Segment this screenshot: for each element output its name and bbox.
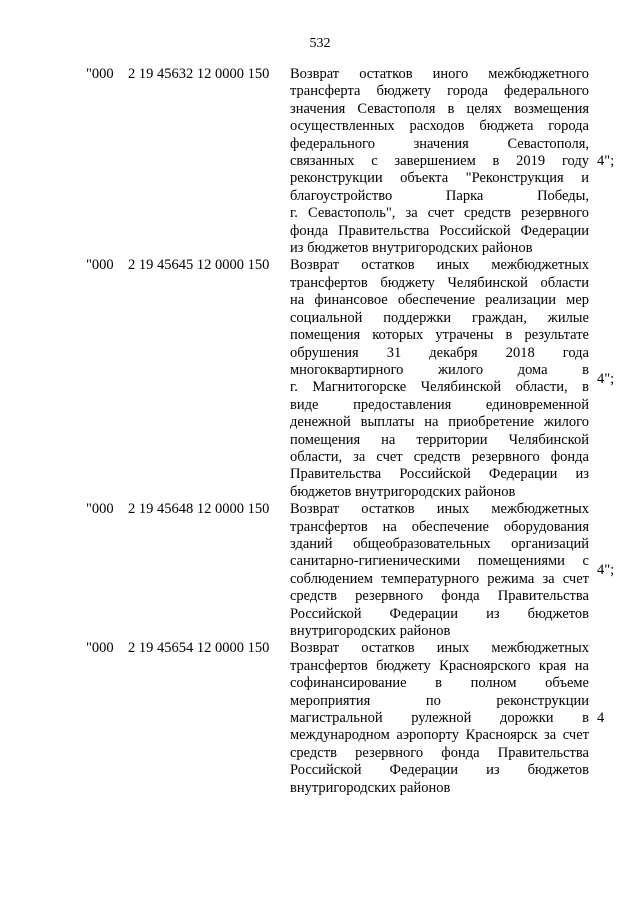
description-line: благоустройство Парка Победы,: [290, 187, 589, 204]
budget-code-cell: [86, 257, 290, 501]
description-line: трансфертов бюджету Красноярского края на: [290, 657, 589, 674]
admin-code: "000: [86, 501, 114, 518]
budget-classification-code: 2 19 45654 12 0000 150: [128, 640, 270, 657]
description-line: фонда Правительства Российской Федерации: [290, 222, 589, 239]
description-line: связанных с завершением в 2019 году: [290, 153, 589, 170]
description-line: из бюджетов внутригородских районов: [290, 240, 533, 257]
budget-classification-code: 2 19 45645 12 0000 150: [128, 257, 270, 274]
description-line: трансферта бюджету города федерального: [290, 83, 589, 100]
description-line: обрушения 31 декабря 2018 года: [290, 344, 589, 361]
description-line: многоквартирного жилого дома в: [290, 361, 589, 378]
table-row: [86, 501, 626, 640]
description-line: г. Магнитогорске Челябинской области, в: [290, 379, 589, 396]
description-line: на финансовое обеспечение реализации мер: [290, 292, 589, 309]
admin-code: "000: [86, 257, 114, 274]
description-line: софинансирование в полном объеме: [290, 675, 589, 692]
description-line: средств резервного фонда Правительства: [290, 744, 589, 761]
description-line: реконструкции объекта "Реконструкция и: [290, 170, 589, 187]
description-line: Возврат остатков иных межбюджетных: [290, 501, 589, 518]
description-line: денежной выплаты на приобретение жилого: [290, 414, 589, 431]
description-line: Возврат остатков иных межбюджетных: [290, 640, 589, 657]
description-line: значения Севастополя в целях возмещения: [290, 100, 589, 117]
budget-code-cell: [86, 640, 290, 797]
description-cell: [290, 66, 589, 257]
description-line: Правительства Российской Федерации из: [290, 466, 589, 483]
description-line: мероприятия по реконструкции: [290, 692, 589, 709]
grouping-flag: 4: [597, 710, 605, 727]
description-line: виде предоставления единовременной: [290, 396, 589, 413]
description-line: соблюдением температурного режима за счет: [290, 570, 589, 587]
grouping-flag-cell: [589, 257, 627, 501]
description-line: Российской Федерации из бюджетов: [290, 762, 589, 779]
grouping-flag-cell: [589, 501, 627, 640]
description-line: помещения которых утрачены в результате: [290, 327, 589, 344]
grouping-flag-cell: [589, 640, 627, 797]
description-line: Возврат остатков иного межбюджетного: [290, 66, 589, 82]
grouping-flag-cell: [589, 66, 627, 257]
budget-classification-code: 2 19 45632 12 0000 150: [128, 66, 270, 82]
description-line: социальной поддержки граждан, жилые: [290, 309, 589, 326]
description-line: внутригородских районов: [290, 623, 451, 639]
budget-classification-code: 2 19 45648 12 0000 150: [128, 501, 270, 518]
budget-code-table: [86, 66, 626, 797]
description-line: магистральной рулежной дорожки в: [290, 710, 589, 727]
description-line: международном аэропорту Красноярск за счет: [290, 727, 589, 744]
description-line: осуществленных расходов бюджета города: [290, 118, 589, 135]
page-number: 532: [309, 36, 331, 51]
grouping-flag: 4";: [597, 153, 615, 170]
budget-code-cell: [86, 66, 290, 257]
description-line: зданий общеобразовательных организаций: [290, 535, 589, 552]
description-line: трансфертов бюджету Челябинской области: [290, 274, 589, 291]
description-line: области, за счет средств резервного фонда: [290, 448, 589, 465]
grouping-flag: 4";: [597, 562, 615, 579]
description-line: санитарно-гигиеническими помещениями с: [290, 553, 589, 570]
description-line: г. Севастополь", за счет средств резервного: [290, 205, 589, 222]
grouping-flag: 4";: [597, 370, 615, 387]
description-cell: [290, 257, 589, 501]
description-line: трансфертов на обеспечение оборудования: [290, 518, 589, 535]
description-cell: [290, 640, 589, 797]
description-cell: [290, 501, 589, 640]
description-line: федерального значения Севастополя,: [290, 135, 589, 152]
table-row: [86, 66, 626, 257]
table-row: [86, 257, 626, 501]
description-line: бюджетов внутригородских районов: [290, 483, 516, 500]
budget-code-cell: [86, 501, 290, 640]
description-line: Российской Федерации из бюджетов: [290, 605, 589, 622]
admin-code: "000: [86, 66, 114, 82]
description-line: Возврат остатков иных межбюджетных: [290, 257, 589, 274]
table-row: [86, 640, 626, 797]
description-line: помещения на территории Челябинской: [290, 431, 589, 448]
admin-code: "000: [86, 640, 114, 657]
description-line: средств резервного фонда Правительства: [290, 588, 589, 605]
description-line: внутригородских районов: [290, 779, 451, 796]
